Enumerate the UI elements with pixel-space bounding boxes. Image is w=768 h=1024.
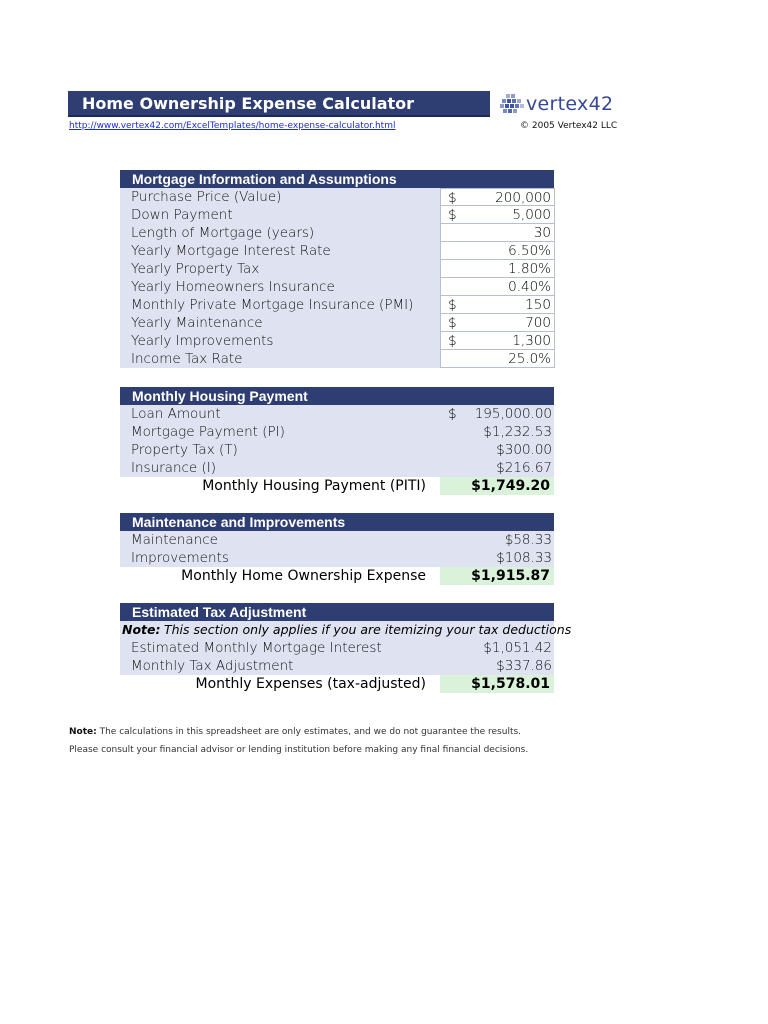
row-value: $216.67 <box>496 460 552 476</box>
row-value: 195,000.00 <box>474 406 552 422</box>
dollar-sign: $ <box>448 333 457 349</box>
footnote-prefix: Note: <box>69 727 97 737</box>
input-row <box>120 206 554 224</box>
disclaimer-line-2: Please consult your financial advisor or lending institution before making any final financial decisions. <box>69 745 529 755</box>
input-row <box>120 350 554 368</box>
row-label: Insurance (I) <box>131 460 217 476</box>
logo-text: vertex42 <box>526 93 614 115</box>
mortgage-length-input[interactable] <box>440 224 555 242</box>
row-value: $108.33 <box>496 550 552 566</box>
row-label: Down Payment <box>131 207 233 223</box>
total-row <box>120 477 554 495</box>
tax-heading: Estimated Tax Adjustment <box>120 603 554 621</box>
input-value: 30 <box>533 225 551 241</box>
input-value: 700 <box>525 315 551 331</box>
maintenance-section <box>120 513 554 585</box>
input-row <box>120 332 554 350</box>
input-row <box>120 224 554 242</box>
dollar-sign: $ <box>448 207 457 223</box>
row-label: Yearly Property Tax <box>131 261 260 277</box>
logo-globe-icon <box>496 91 526 117</box>
interest-rate-input[interactable] <box>440 242 555 260</box>
row-value: $1,051.42 <box>483 640 552 656</box>
input-value: 25.0% <box>508 351 551 367</box>
maintenance-input[interactable] <box>440 314 555 332</box>
total-label: Monthly Housing Payment (PITI) <box>202 478 426 494</box>
housing-heading: Monthly Housing Payment <box>120 387 554 405</box>
mortgage-heading: Mortgage Information and Assumptions <box>120 170 554 188</box>
input-row <box>120 296 554 314</box>
row-label: Income Tax Rate <box>131 351 243 367</box>
row-label: Yearly Homeowners Insurance <box>131 279 335 295</box>
row-label: Length of Mortgage (years) <box>131 225 315 241</box>
row-value: $1,232.53 <box>483 424 552 440</box>
dollar-sign: $ <box>448 315 457 331</box>
result-row <box>120 441 554 459</box>
note-text: This section only applies if you are itemizing your tax deductions <box>164 622 572 637</box>
input-row <box>120 314 554 332</box>
input-value: 0.40% <box>508 279 551 295</box>
input-row <box>120 278 554 296</box>
disclaimer-line-1 <box>69 727 521 737</box>
row-label: Yearly Maintenance <box>131 315 263 331</box>
improvements-input[interactable] <box>440 332 555 350</box>
footnote-text: The calculations in this spreadsheet are only estimates, and we do not guarantee the results. <box>99 727 522 737</box>
income-tax-rate-input[interactable] <box>440 350 555 368</box>
input-row <box>120 260 554 278</box>
input-value: 150 <box>525 297 551 313</box>
input-row <box>120 188 554 206</box>
row-label: Yearly Improvements <box>131 333 274 349</box>
homeowners-insurance-input[interactable] <box>440 278 555 296</box>
result-row <box>120 459 554 477</box>
dollar-sign: $ <box>448 297 457 313</box>
housing-section <box>120 387 554 495</box>
input-row <box>120 242 554 260</box>
row-label: Property Tax (T) <box>131 442 238 458</box>
vertex42-logo <box>496 91 620 117</box>
input-value: 5,000 <box>512 207 551 223</box>
copyright-text: © 2005 Vertex42 LLC <box>520 121 618 131</box>
total-value: $1,915.87 <box>440 567 554 585</box>
maintenance-heading: Maintenance and Improvements <box>120 513 554 531</box>
dollar-sign: $ <box>448 406 457 422</box>
input-value: 6.50% <box>508 243 551 259</box>
total-label: Monthly Expenses (tax-adjusted) <box>195 676 426 692</box>
row-label: Monthly Private Mortgage Insurance (PMI) <box>131 297 414 313</box>
row-label: Estimated Monthly Mortgage Interest <box>131 640 382 656</box>
note-prefix: Note: <box>122 622 161 637</box>
row-value: $58.33 <box>504 532 552 548</box>
result-row <box>120 549 554 567</box>
row-label: Yearly Mortgage Interest Rate <box>131 243 331 259</box>
row-label: Maintenance <box>131 532 218 548</box>
tax-section <box>120 603 572 693</box>
total-value: $1,578.01 <box>440 675 554 693</box>
total-row <box>120 675 554 693</box>
tax-note <box>120 621 572 639</box>
template-url-link[interactable]: http://www.vertex42.com/ExcelTemplates/home-expense-calculator.html <box>69 121 396 131</box>
result-row <box>120 405 554 423</box>
row-value: $300.00 <box>496 442 552 458</box>
result-row <box>120 531 554 549</box>
mortgage-section <box>120 170 554 368</box>
purchase-price-input[interactable] <box>440 188 555 206</box>
page-title: Home Ownership Expense Calculator <box>68 91 490 117</box>
dollar-sign: $ <box>448 190 457 206</box>
down-payment-input[interactable] <box>440 206 555 224</box>
row-label: Improvements <box>131 550 229 566</box>
pmi-input[interactable] <box>440 296 555 314</box>
row-label: Mortgage Payment (PI) <box>131 424 285 440</box>
total-row <box>120 567 554 585</box>
row-label: Loan Amount <box>131 406 221 422</box>
result-row <box>120 423 554 441</box>
input-value: 1.80% <box>508 261 551 277</box>
property-tax-input[interactable] <box>440 260 555 278</box>
row-value: $337.86 <box>496 658 552 674</box>
result-row <box>120 657 554 675</box>
row-label: Monthly Tax Adjustment <box>131 658 294 674</box>
input-value: 1,300 <box>512 333 551 349</box>
result-row <box>120 639 554 657</box>
input-value: 200,000 <box>495 190 551 206</box>
row-label: Purchase Price (Value) <box>131 189 282 205</box>
total-value: $1,749.20 <box>440 477 554 495</box>
total-label: Monthly Home Ownership Expense <box>181 568 426 584</box>
